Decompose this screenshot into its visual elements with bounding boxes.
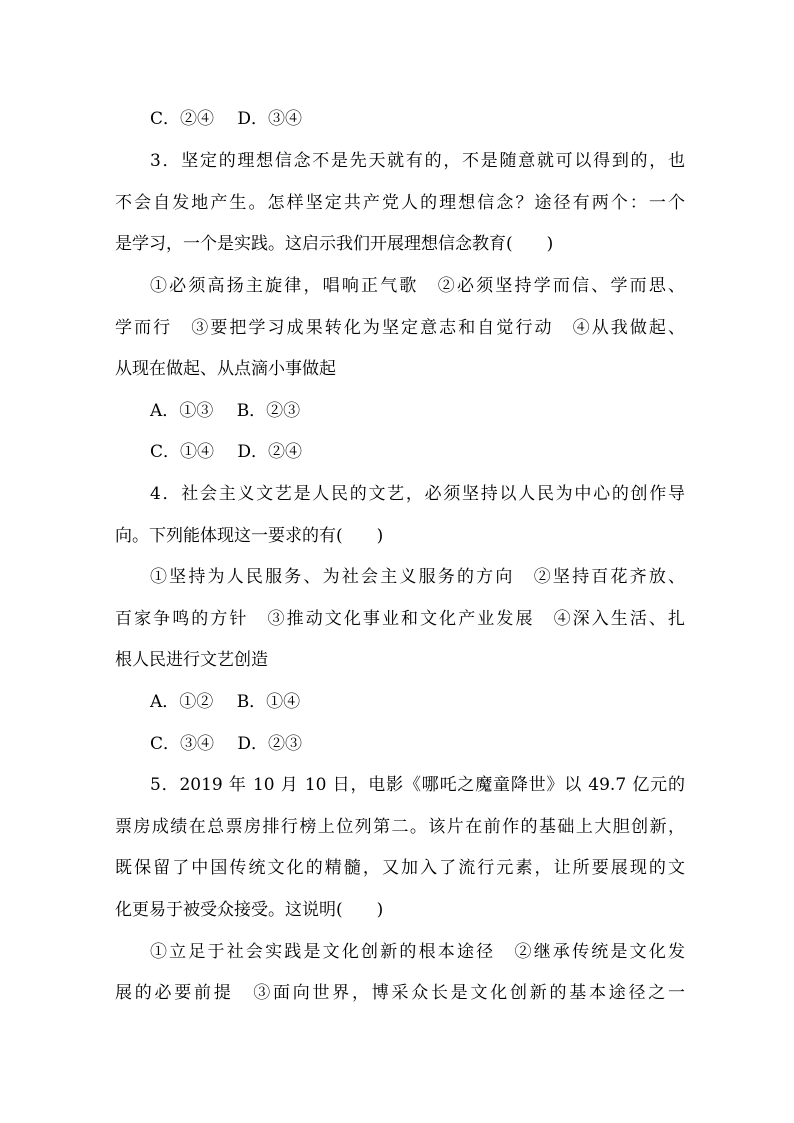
answer-options-row <box>150 732 302 756</box>
question-5-item-line-2: 展的必要前提 ③面向世界，博采众长是文化创新的基本途径之一 <box>115 983 685 1003</box>
option-d: D．②③ <box>237 734 303 754</box>
option-c: C．③④ <box>150 734 215 754</box>
question-4-item-line-2: 百家争鸣的方针 ③推动文化事业和文化产业发展 ④深入生活、扎 <box>115 609 685 629</box>
answer-options-row <box>150 107 302 131</box>
question-5-stem-line-3: 既保留了中国传统文化的精髓，又加入了流行元素，让所要展现的文 <box>115 858 685 878</box>
question-5-stem-line-2: 票房成绩在总票房排行榜上位列第二。该片在前作的基础上大胆创新， <box>115 817 685 837</box>
answer-options-row <box>150 399 300 423</box>
option-b: B．②③ <box>236 401 301 421</box>
answer-options-row <box>150 440 302 464</box>
question-5-item-line-1: ①立足于社会实践是文化创新的根本途径 ②继承传统是文化发 <box>150 942 685 962</box>
option-c: C．②④ <box>150 109 215 129</box>
question-3-item-line-1: ①必须高扬主旋律，唱响正气歌 ②必须坚持学而信、学而思、 <box>150 276 685 296</box>
option-d: D．②④ <box>237 442 303 462</box>
option-a: A．①② <box>150 692 214 712</box>
question-3-stem-line-1: 3．坚定的理想信念不是先天就有的，不是随意就可以得到的，也 <box>150 151 685 171</box>
question-3-stem-line-3: 是学习，一个是实践。这启示我们开展理想信念教育( ) <box>115 234 554 254</box>
option-a: A．①③ <box>150 401 214 421</box>
option-c: C．①④ <box>150 442 215 462</box>
option-b: B．①④ <box>236 692 301 712</box>
question-4-item-line-3: 根人民进行文艺创造 <box>115 650 268 670</box>
question-4-item-line-1: ①坚持为人民服务、为社会主义服务的方向 ②坚持百花齐放、 <box>150 567 685 587</box>
answer-options-row <box>150 690 300 714</box>
question-3-stem-line-2: 不会自发地产生。怎样坚定共产党人的理想信念？途径有两个：一个 <box>115 193 685 213</box>
question-5-stem-line-4: 化更易于被受众接受。这说明( ) <box>115 900 384 920</box>
question-4-stem-line-2: 向。下列能体现这一要求的有( ) <box>115 526 384 546</box>
question-3-item-line-3: 从现在做起、从点滴小事做起 <box>115 359 336 379</box>
question-3-item-line-2: 学而行 ③要把学习成果转化为坚定意志和自觉行动 ④从我做起、 <box>115 318 685 338</box>
option-d: D．③④ <box>237 109 303 129</box>
question-4-stem-line-1: 4．社会主义文艺是人民的文艺，必须坚持以人民为中心的创作导 <box>150 484 685 504</box>
question-5-stem-line-1: 5．2019 年 10 月 10 日，电影《哪吒之魔童降世》以 49.7 亿元的 <box>150 775 685 795</box>
